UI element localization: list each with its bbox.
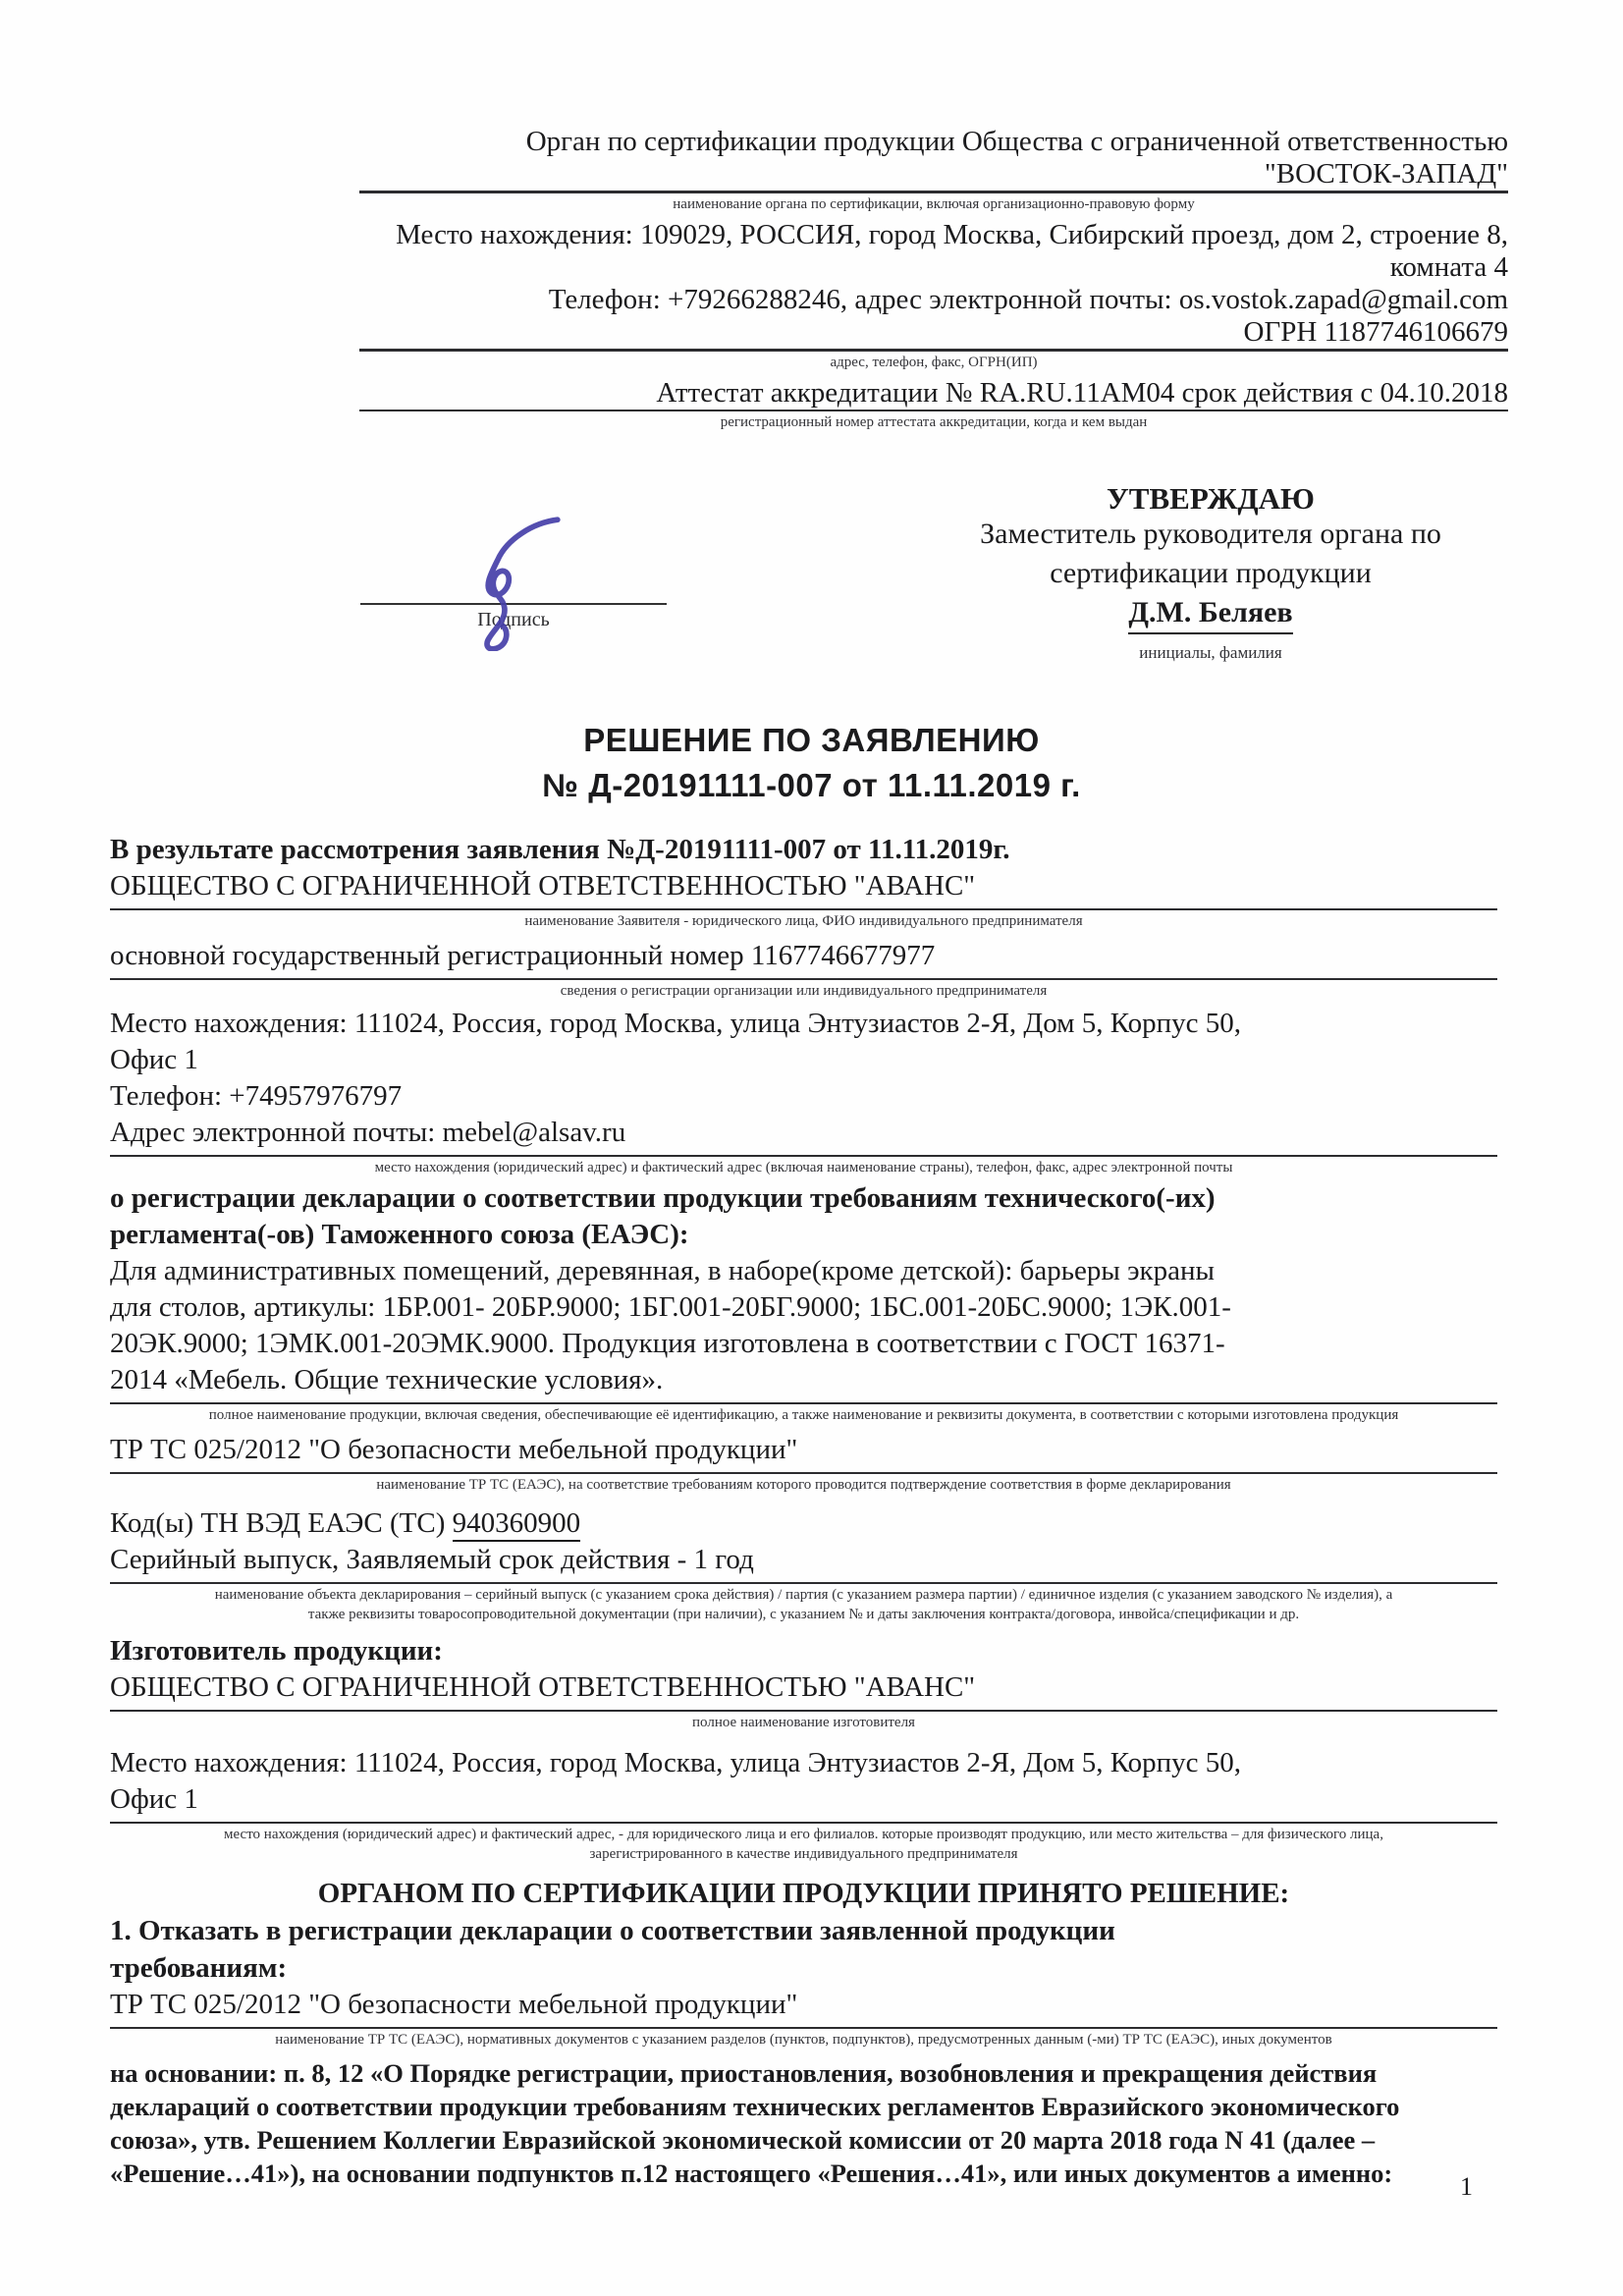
product-desc-line: 20ЭК.9000; 1ЭМК.001-20ЭМК.9000. Продукция изготовлена в соответствии с ГОСТ 16371- — [110, 1328, 1225, 1359]
approve-word: УТВЕРЖДАЮ — [1107, 481, 1315, 516]
decision-caption: наименование ТР ТС (ЕАЭС), нормативных документов с указанием разделов (пунктов, подпунктов), предусмотренных данным (-ми) ТР ТС (ЕАЭС), иных документов — [275, 2032, 1332, 2048]
approver-name: Д.М. Беляев — [1128, 593, 1292, 634]
field-rule — [110, 1822, 1497, 1824]
field-rule — [110, 1582, 1497, 1584]
intro-line: В результате рассмотрения заявления №Д-20191111-007 от 11.11.2019г. — [110, 834, 1010, 865]
basis-paragraph — [110, 2056, 1497, 2190]
field-rule — [110, 1155, 1497, 1157]
title-line2: № Д-20191111-007 от 11.11.2019 г. — [542, 767, 1081, 803]
basis-line: на основании: п. 8, 12 «О Порядке регистрации, приостановления, возобновления и прекращения действия — [110, 2058, 1378, 2088]
signature-block — [360, 482, 667, 664]
approver-position-line1: Заместитель руководителя органа по — [980, 518, 1441, 550]
basis-line: «Решение…41»), на основании подпунктов п.12 настоящего «Решения…41», или иных документов а именно: — [110, 2159, 1393, 2188]
applicant-contacts-group — [110, 1006, 1497, 1151]
approver-name-caption: инициалы, фамилия — [1139, 643, 1282, 662]
field-rule — [110, 1402, 1497, 1404]
applicant-address-line1: Место нахождения: 111024, Россия, город Москва, улица Энтузиастов 2-Я, Дом 5, Корпус 50, — [110, 1008, 1242, 1039]
page-number: 1 — [1460, 2172, 1473, 2201]
product-caption: полное наименование продукции, включая сведения, обеспечивающие её идентификацию, а также наименование и реквизиты документа, в соответствии с которыми изготовлена продукция — [208, 1407, 1399, 1423]
cert-body-header — [359, 0, 1508, 431]
serial-caption-line1: наименование объекта декларирования – серийный выпуск (с указанием срока действия) / партия (с указанием размера партии) / единичное изделия (с указанием заводского № изделия), а — [214, 1587, 1393, 1603]
applicant-phone: Телефон: +74957976797 — [110, 1080, 403, 1112]
org-address-line2: комната 4 — [1389, 251, 1508, 283]
basis-line: деклараций о соответствии продукции требованиям технических регламентов Евразийского экономического — [110, 2092, 1400, 2121]
field-rule — [110, 2027, 1497, 2029]
manufacturer-address-line1: Место нахождения: 111024, Россия, город Москва, улица Энтузиастов 2-Я, Дом 5, Корпус 50, — [110, 1747, 1242, 1778]
product-desc-line: Для административных помещений, деревянная, в наборе(кроме детской): барьеры экраны — [110, 1255, 1216, 1286]
applicant-address-line2: Офис 1 — [110, 1044, 198, 1075]
approver-position-line2: сертификации продукции — [1050, 557, 1372, 589]
manufacturer-name: ОБЩЕСТВО С ОГРАНИЧЕННОЙ ОТВЕТСТВЕННОСТЬЮ "АВАНС" — [110, 1671, 976, 1703]
sign-approve-row — [360, 482, 1486, 664]
org-ogrn-line: ОГРН 1187746106679 — [1243, 316, 1508, 348]
field-rule — [110, 1710, 1497, 1712]
manufacturer-address-caption-line2: зарегистрированного в качестве индивидуального предпринимателя — [589, 1846, 1018, 1862]
decision-tr-ts: ТР ТС 025/2012 "О безопасности мебельной продукции" — [110, 1989, 798, 2020]
subject-line2: регламента(-ов) Таможенного союза (ЕАЭС): — [110, 1219, 689, 1250]
tnved-code: 940360900 — [453, 1507, 581, 1542]
org-attestat-line: Аттестат аккредитации № RA.RU.11АМ04 срок действия с 04.10.2018 — [656, 377, 1508, 409]
applicant-ogrn-line: основной государственный регистрационный номер 1167746677977 — [110, 940, 936, 971]
serial-line: Серийный выпуск, Заявляемый срок действия - 1 год — [110, 1544, 754, 1575]
org-name-caption: наименование органа по сертификации, включая организационно-правовую форму — [673, 196, 1195, 212]
org-attestat-caption: регистрационный номер аттестата аккредитации, когда и кем выдан — [720, 414, 1148, 430]
org-name-line2: "ВОСТОК-ЗАПАД" — [1264, 158, 1508, 190]
org-name-line1: Орган по сертификации продукции Общества с ограниченной ответственностью — [525, 126, 1508, 157]
org-contacts-group — [359, 219, 1508, 349]
manufacturer-label: Изготовитель продукции: — [110, 1635, 443, 1667]
decision-line2: требованиям: — [110, 1952, 288, 1984]
org-address-line1: Место нахождения: 109029, РОССИЯ, город Москва, Сибирский проезд, дом 2, строение 8, — [396, 219, 1508, 250]
field-rule — [110, 1472, 1497, 1474]
signature-ink-icon — [451, 514, 565, 651]
manufacturer-address-line2: Офис 1 — [110, 1783, 198, 1815]
serial-caption-line2: также реквизиты товаросопроводительной документации (при наличии), с указанием № и даты заключения контракта/договора, инвойса/спецификации и др. — [307, 1607, 1300, 1622]
title-line1: РЕШЕНИЕ ПО ЗАЯВЛЕНИЮ — [583, 722, 1040, 758]
tr-ts-caption: наименование ТР ТС (ЕАЭС), на соответствие требованиям которого проводится подтверждение соответствия в форме декларирования — [376, 1477, 1231, 1493]
applicant-address-caption: место нахождения (юридический адрес) и фактический адрес (включая наименование страны), телефон, факс, адрес электронной почты — [374, 1160, 1233, 1175]
applicant-email: Адрес электронной почты: mebel@alsav.ru — [110, 1117, 626, 1148]
manufacturer-address-caption-line1: место нахождения (юридический адрес) и фактический адрес, - для юридического лица и его филиалов. которые производят продукцию, или место жительства – для физического лица, — [224, 1827, 1383, 1842]
field-rule — [110, 978, 1497, 980]
applicant-ogrn-caption: сведения о регистрации организации или индивидуального предпринимателя — [560, 983, 1048, 999]
header-rule-2 — [359, 349, 1508, 352]
product-desc-line: 2014 «Мебель. Общие технические условия». — [110, 1364, 664, 1395]
approval-block — [936, 482, 1486, 664]
tr-ts-line: ТР ТС 025/2012 "О безопасности мебельной продукции" — [110, 1434, 798, 1465]
header-rule-1 — [359, 191, 1508, 193]
document-title — [0, 718, 1623, 808]
field-rule — [110, 908, 1497, 910]
decision-line1: 1. Отказать в регистрации декларации о соответствии заявленной продукции — [110, 1915, 1115, 1946]
product-description — [110, 1253, 1497, 1398]
basis-line: союза», утв. Решением Коллегии Евразийской экономической комиссии от 20 марта 2018 года N 41 (далее – — [110, 2125, 1376, 2155]
org-contacts-caption: адрес, телефон, факс, ОГРН(ИП) — [830, 355, 1038, 370]
applicant-caption: наименование Заявителя - юридического лица, ФИО индивидуального предпринимателя — [524, 913, 1083, 929]
document-body — [110, 832, 1497, 2190]
product-desc-line: для столов, артикулы: 1БР.001- 20БР.9000; 1БГ.001-20БГ.9000; 1БС.001-20БС.9000; 1ЭК.001- — [110, 1291, 1231, 1323]
manufacturer-address-group — [110, 1745, 1497, 1818]
signature-caption: Подпись — [477, 609, 550, 630]
org-phone-line: Телефон: +79266288246, адрес электронной почты: os.vostok.zapad@gmail.com — [548, 284, 1508, 315]
decision-heading: ОРГАНОМ ПО СЕРТИФИКАЦИИ ПРОДУКЦИИ ПРИНЯТО РЕШЕНИЕ: — [317, 1878, 1290, 1909]
tnved-line — [110, 1505, 1497, 1542]
tnved-label: Код(ы) ТН ВЭД ЕАЭС (ТС) — [110, 1507, 453, 1539]
header-rule-3 — [359, 410, 1508, 411]
subject-line1: о регистрации декларации о соответствии продукции требованиям технического(-их) — [110, 1182, 1216, 1214]
applicant-name: ОБЩЕСТВО С ОГРАНИЧЕННОЙ ОТВЕТСТВЕННОСТЬЮ "АВАНС" — [110, 870, 976, 902]
manufacturer-caption: полное наименование изготовителя — [692, 1715, 915, 1730]
